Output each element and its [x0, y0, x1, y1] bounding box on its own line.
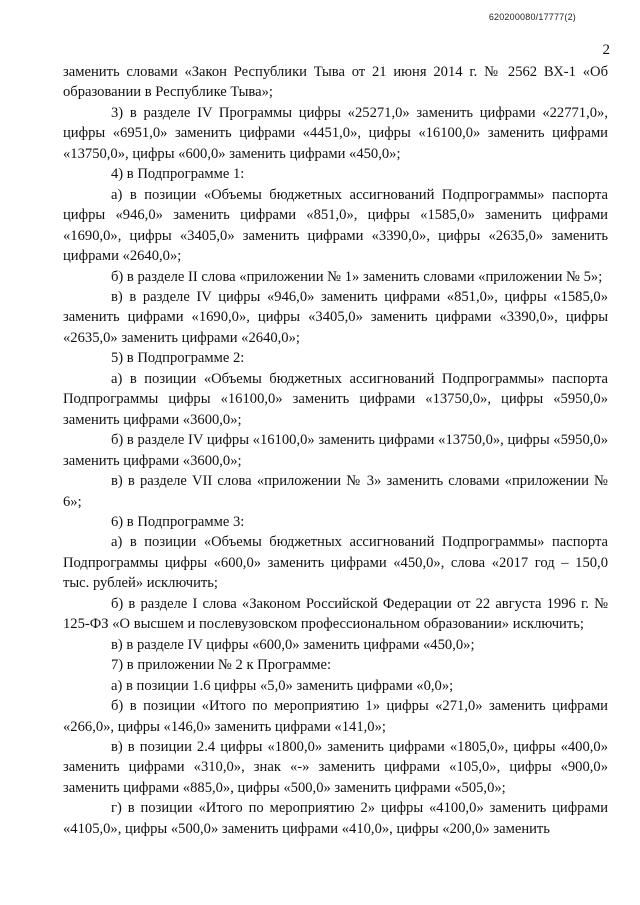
paragraph-item-6v: в) в разделе IV цифры «600,0» заменить цифрами «450,0»; — [111, 636, 475, 653]
paragraph-item-4a: а) в позиции «Объемы бюджетных ассигнований Подпрограммы» паспорта цифры «946,0» заменить цифрами «851,0», цифры «1585,0» заменить цифрами «1690,0», цифры «3405,0» заменить цифрами «3390,0», цифры «2635,0» заменить цифрами «2640,0»; — [63, 186, 608, 265]
document-body — [63, 62, 608, 839]
page-number: 2 — [602, 42, 610, 58]
paragraph-item-6b: б) в разделе I слова «Законом Российской Федерации от 22 августа 1996 г. № 125-ФЗ «О высшем и послевузовском профессиональном образовании» исключить; — [63, 595, 608, 633]
paragraph-item-5v: в) в разделе VII слова «приложении № 3» заменить словами «приложении № 6»; — [63, 473, 608, 510]
paragraph-item-7a: а) в позиции 1.6 цифры «5,0» заменить цифрами «0,0»; — [111, 677, 454, 694]
paragraph-item-5: 5) в Подпрограмме 2: — [111, 350, 245, 367]
paragraph-item-7: 7) в приложении № 2 к Программе: — [111, 657, 332, 674]
paragraph-item-7g: г) в позиции «Итого по мероприятию 2» цифры «4100,0» заменить цифрами «4105,0», цифры «500,0» заменить цифрами «410,0», цифры «200,0» заменить — [63, 800, 608, 837]
paragraph-item-7v: в) в позиции 2.4 цифры «1800,0» заменить цифрами «1805,0», цифры «400,0» заменить цифрами «310,0», знак «-» заменить цифрами «105,0», цифры «900,0» заменить цифрами «885,0», цифры «500,0» заменить цифрами «505,0»; — [63, 738, 608, 796]
paragraph-continuation: заменить словами «Закон Республики Тыва от 21 июня 2014 г. № 2562 ВХ-1 «Об образовании в Республике Тыва»; — [63, 64, 608, 101]
paragraph-item-7b: б) в позиции «Итого по мероприятию 1» цифры «271,0» заменить цифрами «266,0», цифры «146,0» заменить цифрами «141,0»; — [63, 698, 608, 735]
paragraph-item-3: 3) в разделе IV Программы цифры «25271,0» заменить цифрами «22771,0», цифры «6951,0» заменить цифрами «4451,0», цифры «16100,0» заменить цифрами «13750,0», цифры «600,0» заменить цифрами «450,0»; — [63, 104, 608, 162]
paragraph-item-6a: а) в позиции «Объемы бюджетных ассигнований Подпрограммы» паспорта Подпрограммы цифры «600,0» заменить цифрами «450,0», слова «2017 год – 150,0 тыс. рублей» исключить; — [63, 534, 608, 592]
paragraph-item-6: 6) в Подпрограмме 3: — [111, 513, 245, 530]
document-code: 620200080/17777(2) — [488, 12, 576, 22]
paragraph-item-4: 4) в Подпрограмме 1: — [111, 166, 245, 183]
paragraph-item-4b: б) в разделе II слова «приложении № 1» заменить словами «приложении № 5»; — [111, 268, 603, 285]
paragraph-item-5a: а) в позиции «Объемы бюджетных ассигнований Подпрограммы» паспорта Подпрограммы цифры «16100,0» заменить цифрами «13750,0», цифры «5950,0» заменить цифрами «3600,0»; — [63, 370, 608, 428]
paragraph-item-5b: б) в разделе IV цифры «16100,0» заменить цифрами «13750,0», цифры «5950,0» заменить цифрами «3600,0»; — [63, 432, 609, 469]
paragraph-item-4v: в) в разделе IV цифры «946,0» заменить цифрами «851,0», цифры «1585,0» заменить цифрами «1690,0», цифры «3405,0» заменить цифрами «3390,0», цифры «2635,0» заменить цифрами «2640,0»; — [63, 288, 608, 346]
